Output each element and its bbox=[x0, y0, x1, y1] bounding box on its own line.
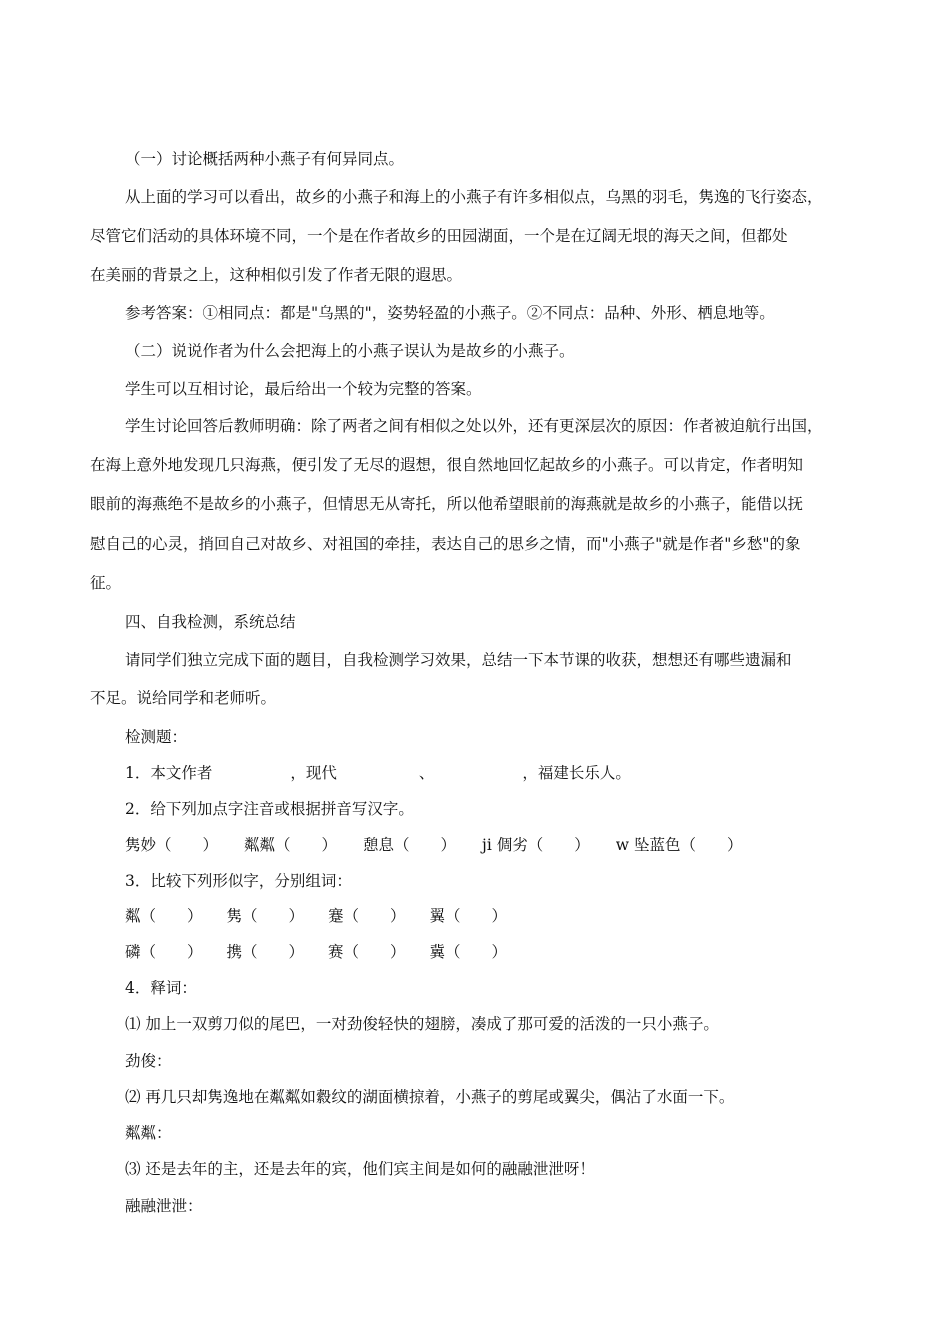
sentence-item: ⑶ 还是去年的主，还是去年的宾，他们宾主间是如何的融融泄泄呀！ bbox=[125, 1160, 595, 1178]
paragraph-line: 学生可以互相讨论，最后给出一个较为完整的答案。 bbox=[125, 380, 482, 398]
sentence-item: ⑵ 再几只却隽逸地在粼粼如縠纹的湖面横掠着，小燕子的剪尾或翼尖，偶沾了水面一下。 bbox=[125, 1088, 735, 1106]
char-compare-item: 隽（ ） bbox=[226, 907, 305, 925]
pinyin-item: w 坠蓝色（ ） bbox=[615, 836, 743, 854]
question-4: 4．释词： bbox=[125, 979, 197, 997]
question-2: 2．给下列加点字注音或根据拼音写汉字。 bbox=[125, 800, 414, 818]
char-compare-item: 携（ ） bbox=[226, 943, 305, 961]
paragraph-line: 学生讨论回答后教师明确：除了两者之间有相似之处以外，还有更深层次的原因：作者被迫航行出国， bbox=[125, 417, 823, 435]
char-compare-row bbox=[125, 905, 507, 927]
char-compare-item: 粼（ ） bbox=[125, 907, 203, 925]
paragraph-line: 在海上意外地发现几只海燕，便引发了无尽的遐想，很自然地回忆起故乡的小燕子。可以肯定，作者明知 bbox=[90, 456, 804, 474]
paragraph-line: 请同学们独立完成下面的题目，自我检测学习效果，总结一下本节课的收获，想想还有哪些遗漏和 bbox=[125, 651, 792, 669]
paragraph-line: 在美丽的背景之上，这种相似引发了作者无限的遐思。 bbox=[90, 266, 463, 284]
term-label: 融融泄泄： bbox=[125, 1197, 203, 1215]
paragraph-line: 不足。说给同学和老师听。 bbox=[90, 689, 277, 707]
char-compare-item: 翼（ ） bbox=[429, 907, 508, 925]
paragraph-line: 从上面的学习可以看出，故乡的小燕子和海上的小燕子有许多相似点，乌黑的羽毛，隽逸的飞行姿态， bbox=[125, 188, 823, 206]
term-label: 劲俊： bbox=[125, 1052, 172, 1070]
term-label: 粼粼： bbox=[125, 1124, 172, 1142]
char-compare-item: 冀（ ） bbox=[429, 943, 508, 961]
question-1-part: ，现代 bbox=[290, 764, 337, 782]
char-compare-row bbox=[125, 941, 507, 963]
section-heading: 四、自我检测，系统总结 bbox=[125, 613, 296, 631]
pinyin-item: 隽妙（ ） bbox=[125, 836, 219, 854]
pinyin-item: 憩息（ ） bbox=[363, 836, 457, 854]
discussion-heading-1: （一）讨论概括两种小燕子有何异同点。 bbox=[125, 150, 405, 168]
question-1-part: ，福建长乐人。 bbox=[522, 764, 631, 782]
question-1-part: 1．本文作者 bbox=[125, 764, 213, 782]
pinyin-item: 粼粼（ ） bbox=[244, 836, 338, 854]
quiz-heading: 检测题： bbox=[125, 728, 188, 746]
char-compare-item: 赛（ ） bbox=[328, 943, 406, 961]
sentence-item: ⑴ 加上一双剪刀似的尾巴，一对劲俊轻快的翅膀，凑成了那可爱的活泼的一只小燕子。 bbox=[125, 1015, 719, 1033]
paragraph-line: 眼前的海燕绝不是故乡的小燕子，但情思无从寄托，所以他希望眼前的海燕就是故乡的小燕子，能借以抚 bbox=[90, 495, 804, 513]
question-3: 3．比较下列形似字，分别组词： bbox=[125, 872, 352, 890]
pinyin-row bbox=[125, 834, 742, 856]
char-compare-item: 蹇（ ） bbox=[328, 907, 406, 925]
char-compare-item: 磷（ ） bbox=[125, 943, 203, 961]
paragraph-line: 尽管它们活动的具体环境不同，一个是在作者故乡的田园湖面，一个是在辽阔无垠的海天之间，但都处 bbox=[90, 227, 788, 245]
question-1 bbox=[125, 762, 631, 784]
question-1-part: 、 bbox=[418, 764, 435, 782]
pinyin-item: ji 倜劣（ ） bbox=[482, 836, 590, 854]
paragraph-line: 慰自己的心灵，捎回自己对故乡、对祖国的牵挂，表达自己的思乡之情，而"小燕子"就是作者"乡愁"的象 bbox=[90, 535, 801, 553]
paragraph-line: 征。 bbox=[90, 574, 122, 592]
discussion-heading-2: （二）说说作者为什么会把海上的小燕子误认为是故乡的小燕子。 bbox=[125, 342, 575, 360]
reference-answer: 参考答案：①相同点：都是"乌黑的"，姿势轻盈的小燕子。②不同点：品种、外形、栖息地等。 bbox=[125, 304, 775, 322]
